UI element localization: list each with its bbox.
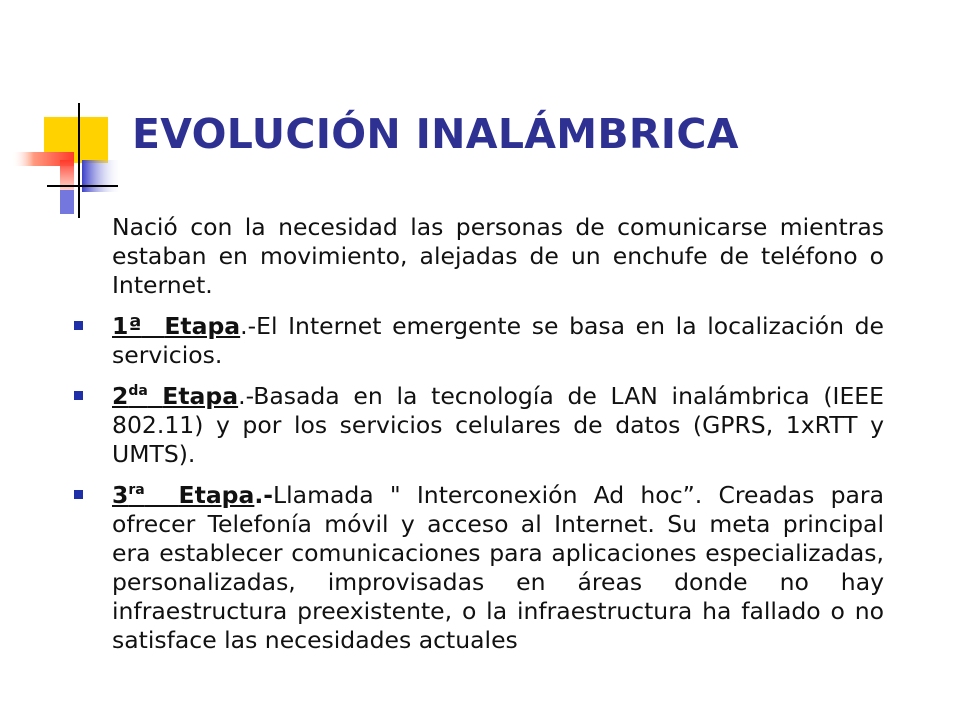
stage-separator: .-: [240, 312, 257, 340]
square-bullet-icon: [74, 391, 83, 400]
blue-square-shape: [82, 160, 122, 192]
stage-ordinal: $2^{da}$: [112, 382, 148, 410]
stage-text: El Internet emergente se basa en la localización de servicios.: [112, 312, 884, 369]
stage-text: Llamada " Interconexión Ad hoc”. Creadas para ofrecer Telefonía móvil y acceso al Internet. Su meta principal era establecer comunicaciones para aplicaciones especializadas, personalizadas, improvisadas en áreas donde no hay infraestructura preexistente, o la infraestructura ha fallado o no satisface las necesidades actuales: [112, 481, 884, 654]
list-item: [112, 312, 884, 370]
stage-label: Etapa: [164, 312, 241, 340]
stage-label: Etapa: [178, 481, 255, 509]
slide-title: EVOLUCIÓN INALÁMBRICA: [132, 110, 739, 158]
stage-label: Etapa: [162, 382, 239, 410]
list-item: [112, 382, 884, 469]
square-bullet-icon: [74, 321, 83, 330]
square-bullet-icon: [74, 490, 83, 499]
stage-ordinal: 1ª: [112, 312, 142, 340]
list-item: [112, 481, 884, 655]
stage-ordinal: $3^{ra}$: [112, 481, 145, 509]
slide-body: [112, 213, 884, 667]
intro-paragraph: Nació con la necesidad las personas de comunicarse mientras estaban en movimiento, alejadas de un enchufe de teléfono o Internet.: [112, 213, 884, 299]
stage-separator: .-: [254, 481, 274, 509]
stage-separator: .-: [238, 382, 254, 410]
stage-text: Basada en la tecnología de LAN inalámbrica (IEEE 802.11) y por los servicios celulares de datos (GPRS, 1xRTT y UMTS).: [112, 382, 884, 468]
